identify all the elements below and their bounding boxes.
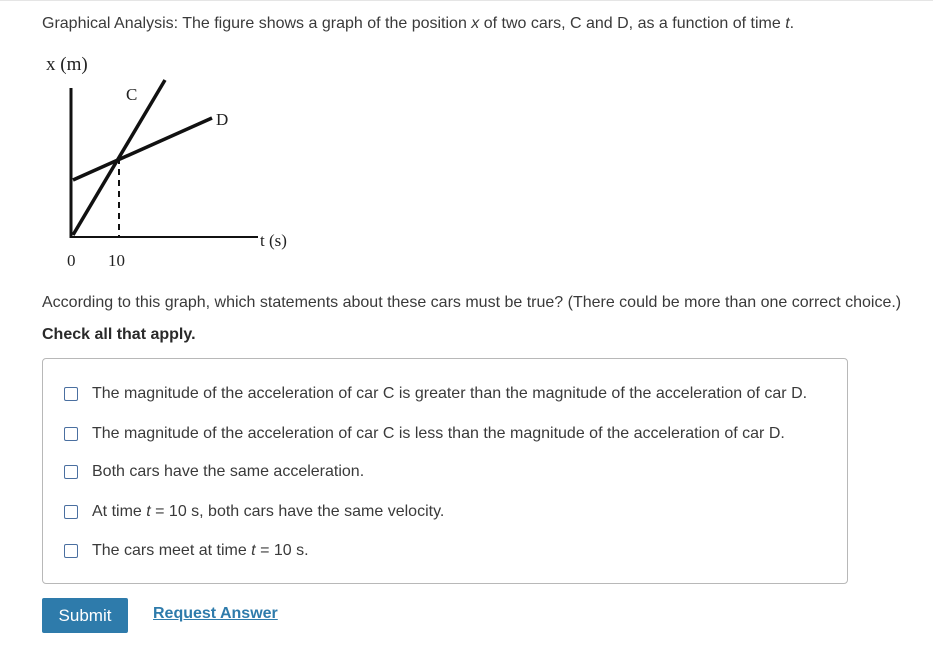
choice-label: The magnitude of the acceleration of car C is greater than the magnitude of the acceleration of car D. (92, 385, 808, 402)
choice-acc-c-less[interactable] (64, 424, 785, 444)
top-divider (0, 0, 933, 1)
choice-same-velocity[interactable] (64, 502, 444, 522)
request-answer-link[interactable]: Request Answer (153, 605, 278, 622)
question-text: According to this graph, which statements about these cars must be true? (There could be more than one correct choice.) (42, 294, 902, 311)
line-d-label: D (216, 110, 229, 129)
tick-label-10: 10 (108, 251, 125, 270)
choice-label: Both cars have the same acceleration. (92, 463, 365, 480)
line-c (73, 80, 165, 235)
tick-label-0: 0 (67, 251, 76, 270)
checkbox[interactable] (64, 465, 78, 479)
y-axis-label: x (m) (46, 54, 88, 75)
checkbox[interactable] (64, 505, 78, 519)
choice-cars-meet[interactable] (64, 541, 309, 561)
choice-acc-c-greater[interactable] (64, 384, 807, 404)
line-c-label: C (126, 85, 138, 104)
checkbox[interactable] (64, 387, 78, 401)
x-axis-label: t (s) (260, 231, 287, 250)
line-d (73, 118, 212, 180)
checkbox[interactable] (64, 427, 78, 441)
choice-label: At time t = 10 s, both cars have the same velocity. (92, 503, 445, 520)
problem-intro: Graphical Analysis: The figure shows a graph of the position x of two cars, C and D, as a function of time t. (42, 15, 795, 32)
instruction-text: Check all that apply. (42, 326, 196, 343)
checkbox[interactable] (64, 544, 78, 558)
choice-same-acceleration[interactable] (64, 462, 364, 482)
position-time-graph (40, 50, 310, 280)
choices-panel (42, 358, 848, 584)
submit-button[interactable]: Submit (42, 598, 128, 633)
choice-label: The magnitude of the acceleration of car C is less than the magnitude of the acceleration of car D. (92, 425, 785, 442)
choice-label: The cars meet at time t = 10 s. (92, 542, 309, 559)
